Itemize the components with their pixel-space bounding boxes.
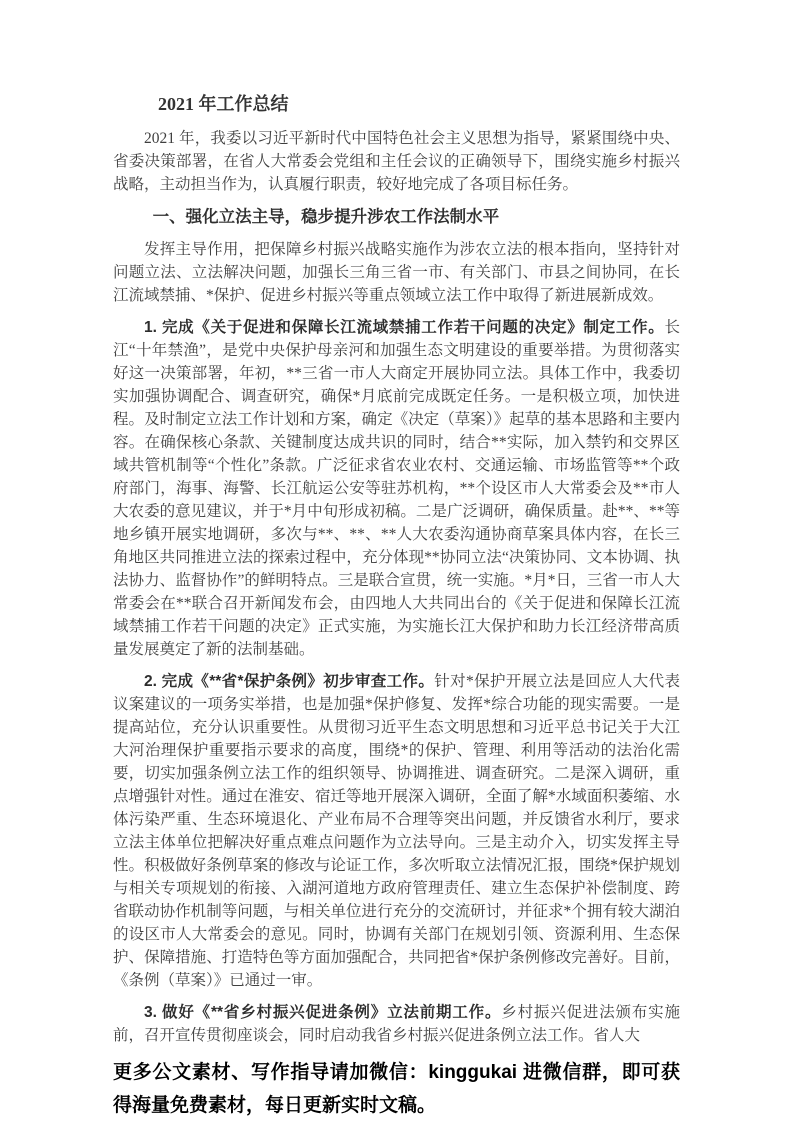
numbered-item-1 [113, 316, 680, 661]
section-intro-paragraph: 发挥主导作用，把保障乡村振兴战略实施作为涉农立法的根本指向，坚持针对问题立法、立法解决问题，加强长三角三省一市、有关部门、市县之间协同，在长江流域禁捕、*保护、促进乡村振兴等重点领域立法工作中取得了新进展新成效。 [113, 241, 680, 304]
intro-paragraph: 2021 年，我委以习近平新时代中国特色社会主义思想为指导，紧紧围绕中央、省委决策部署，在省人大常委会党组和主任会议的正确领导下，围绕实施乡村振兴战略，主动担当作为，认真履行职责，较好地完成了各项目标任务。 [113, 130, 680, 193]
section-heading-1: 一、强化立法主导，稳步提升涉农工作法制水平 [152, 208, 500, 226]
numbered-item-1-lead: 1. 完成《关于促进和保障长江流域禁捕工作若干问题的决定》制定工作。 [144, 319, 665, 336]
document-title: 2021 年工作总结 [158, 94, 289, 114]
numbered-item-2-text: 针对*保护开展立法是回应人大代表议案建议的一项务实举措，也是加强*保护修复、发挥*综合功能的现实需要。一是提高站位，充分认识重要性。从贯彻习近平生态文明思想和习近平总书记关于大江大河治理保护重要指示要求的高度，围绕*的保护、管理、利用等活动的法治化需要，切实加强条例立法工作的组织领导、协调推进、调查研究。二是深入调研，重点增强针对性。通过在淮安、宿迁等地开展深入调研，全面了解*水域面积萎缩、水体污染严重、生态环境退化、产业布局不合理等突出问题，并反馈省水利厅，要求立法主体单位把解决好重点难点问题作为立法导向。三是主动介入，切实发挥主导性。积极做好条例草案的修改与论证工作，多次听取立法情况汇报，围绕*保护规划与相关专项规划的衔接、入湖河道地方政府管理责任、建立生态保护补偿制度、跨省联动协作机制等问题，与相关单位进行充分的交流研讨，并征求*个拥有较大湖泊的设区市人大常委会的意见。同时，协调有关部门在规划引领、资源利用、生态保护、保障措施、打造特色等方面加强配合，共同把省*保护条例修改完善好。目前，《条例（草案）》已通过一审。 [113, 673, 680, 989]
numbered-item-3 [113, 1001, 680, 1047]
numbered-item-2 [113, 670, 680, 992]
document-content [113, 92, 680, 1122]
numbered-item-3-lead: 3. 做好《**省乡村振兴促进条例》立法前期工作。 [144, 1004, 502, 1021]
numbered-item-1-text: 长江“十年禁渔”，是党中央保护母亲河和加强生态文明建设的重要举措。为贯彻落实好这一决策部署，年初，**三省一市人大商定开展协同立法。具体工作中，我委切实加强协调配合、调查研究，确保*月底前完成既定任务。一是积极立项，加快进程。及时制定立法工作计划和方案，确定《决定（草案）》起草的基本思路和主要内容。在确保核心条款、关键制度达成共识的同时，结合**实际，加入禁钓和交界区域共管机制等“个性化”条款。广泛征求省农业农村、交通运输、市场监管等**个政府部门，海事、海警、长江航运公安等驻苏机构，**个设区市人大常委会及**市人大农委的意见建议，并于*月中旬形成初稿。二是广泛调研，确保质量。赴**、**等地乡镇开展实地调研，多次与**、**、**人大农委沟通协商草案具体内容，在长三角地区共同推进立法的探索过程中，充分体现**协同立法“决策协同、文本协调、执法协力、监督协作”的鲜明特点。三是联合宣贯，统一实施。*月*日，三省一市人大常委会在**联合召开新闻发布会，由四地人大共同出台的《关于促进和保障长江流域禁捕工作若干问题的决定》正式实施，为实施长江大保护和助力长江经济带高质量发展奠定了新的法制基础。 [113, 319, 680, 658]
numbered-item-2-lead: 2. 完成《**省*保护条例》初步审查工作。 [144, 673, 435, 690]
numbered-item-3-text: 乡村振兴促进法颁布实施前，召开宣传贯彻座谈会，同时启动我省乡村振兴促进条例立法工作。省人大 [113, 1004, 680, 1044]
promo-note: 更多公文素材、写作指导请加微信：kinggukai 进微信群，即可获得海量免费素材，每日更新实时文稿。 [113, 1062, 680, 1116]
